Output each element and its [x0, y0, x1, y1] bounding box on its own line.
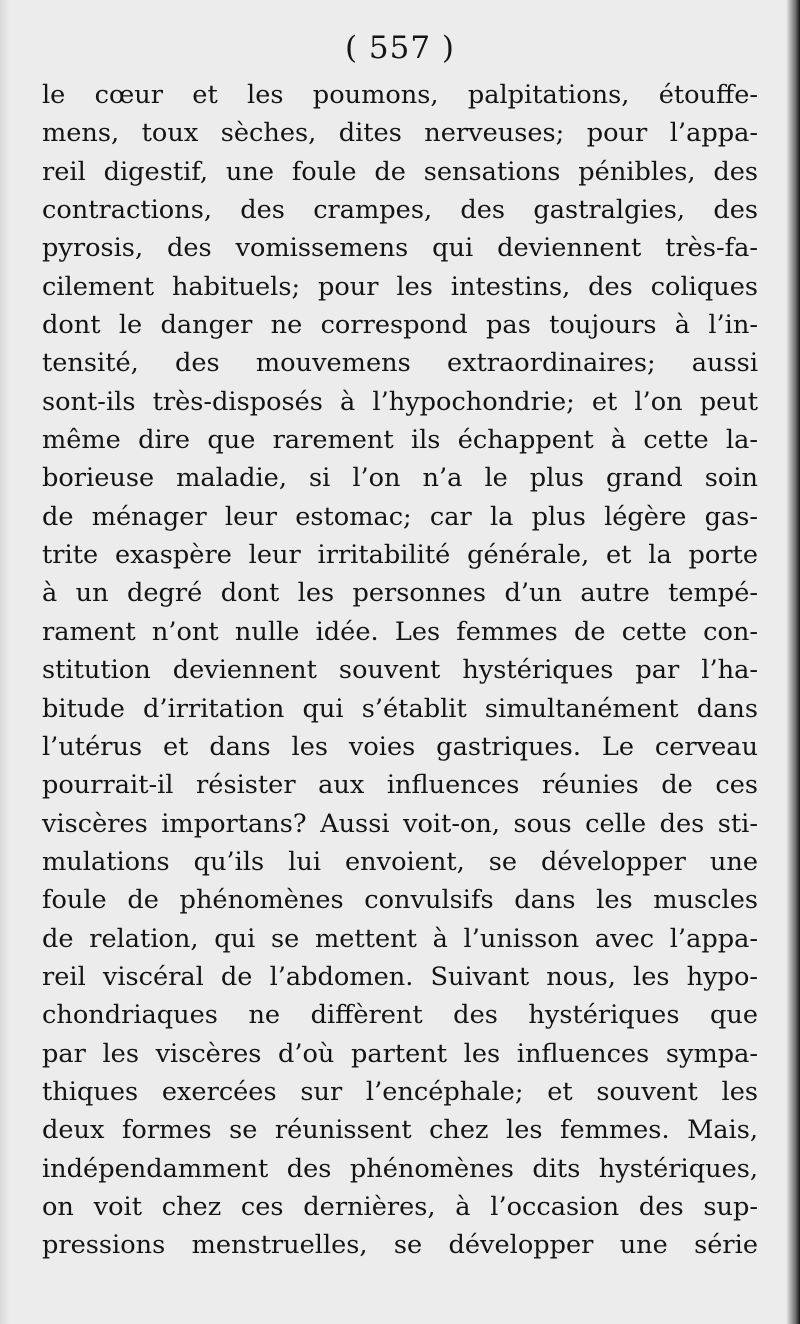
text-line: à un degré dont les personnes d’un autre tempé- [42, 578, 758, 609]
text-line: le cœur et les poumons, palpitations, étouffe- [42, 80, 758, 110]
text-line: pressions menstruelles, se développer une série [42, 1230, 758, 1261]
text-line: indépendamment des phénomènes dits hystériques, [42, 1153, 758, 1184]
page-binding-shadow [786, 0, 800, 1324]
text-line: viscères importans? Aussi voit-on, sous celle des sti- [42, 808, 758, 839]
text-line: tensité, des mouvemens extraordinaires; aussi [42, 348, 758, 379]
text-line: chondriaques ne diffèrent des hystériques que [42, 1000, 758, 1031]
text-line: de ménager leur estomac; car la plus légère gas- [42, 501, 758, 532]
text-line: dont le danger ne correspond pas toujours à l’in- [42, 310, 758, 341]
text-line: on voit chez ces dernières, à l’occasion des sup- [42, 1191, 758, 1222]
text-line: par les viscères d’où partent les influences sympa- [42, 1038, 758, 1069]
text-line: thiques exercées sur l’encéphale; et souvent les [42, 1076, 758, 1107]
text-line: sont-ils très-disposés à l’hypochondrie; et l’on peut [42, 386, 758, 417]
text-line: l’utérus et dans les voies gastriques. Le cerveau [42, 731, 758, 762]
text-line: de relation, qui se mettent à l’unisson avec l’appa- [42, 923, 758, 954]
text-line: mens, toux sèches, dites nerveuses; pour l’appa- [42, 118, 758, 149]
text-line: bitude d’irritation qui s’établit simultanément dans [42, 693, 758, 724]
text-line: cilement habituels; pour les intestins, des coliques [42, 271, 758, 302]
text-line: foule de phénomènes convulsifs dans les muscles [42, 885, 758, 916]
page-number: ( 557 ) [344, 30, 456, 66]
text-line: stitution deviennent souvent hystériques par l’ha- [42, 655, 758, 686]
text-line: rament n’ont nulle idée. Les femmes de cette con- [42, 616, 758, 647]
text-line: pourrait-il résister aux influences réunies de ces [42, 770, 758, 801]
text-line: reil viscéral de l’abdomen. Suivant nous, les hypo- [42, 961, 758, 992]
text-line: trite exaspère leur irritabilité générale, et la porte [42, 540, 758, 571]
text-line: mulations qu’ils lui envoient, se développer une [42, 846, 758, 877]
text-line: contractions, des crampes, des gastralgies, des [42, 195, 758, 226]
text-line: borieuse maladie, si l’on n’a le plus grand soin [42, 463, 758, 494]
text-line: deux formes se réunissent chez les femmes. Mais, [42, 1115, 758, 1146]
page-left-edge [0, 0, 10, 1324]
text-line: reil digestif, une foule de sensations pénibles, des [42, 156, 758, 187]
text-line: pyrosis, des vomissemens qui deviennent très-fa- [42, 233, 758, 264]
body-text [42, 76, 758, 1265]
text-line: même dire que rarement ils échappent à cette la- [42, 425, 758, 456]
